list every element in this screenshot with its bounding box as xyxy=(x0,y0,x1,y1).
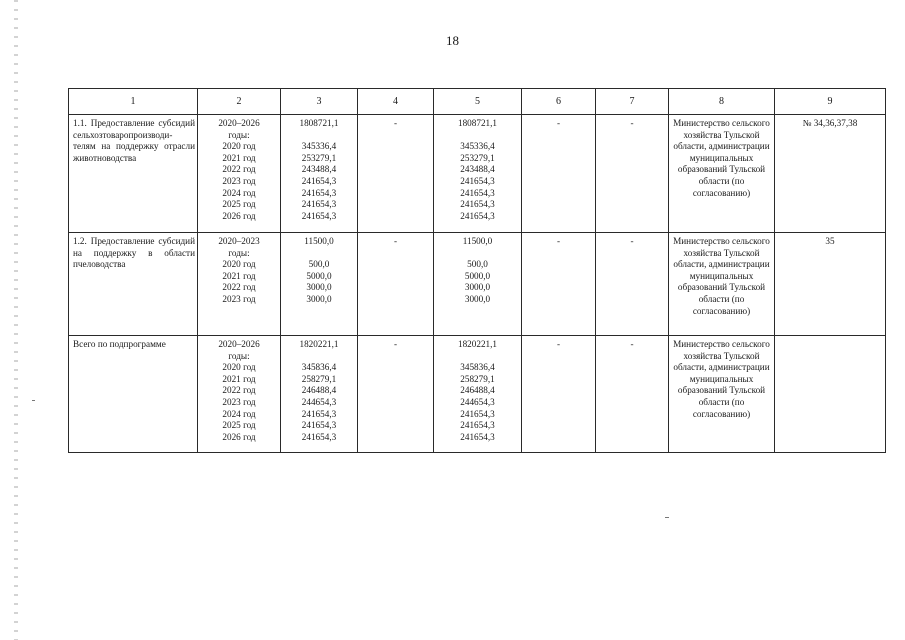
header-cell: 8 xyxy=(669,89,775,115)
header-row xyxy=(69,89,886,115)
executor-text: Министерство сельского хозяйства Тульской области, администрации муниципальных образований Тульской области (по согласованию) xyxy=(673,118,770,198)
measure-name-cell xyxy=(69,233,198,336)
col5-cell xyxy=(434,336,522,453)
table-row xyxy=(69,233,886,336)
col7-value: - xyxy=(630,118,634,128)
col5-cell xyxy=(434,233,522,336)
header-cell: 1 xyxy=(69,89,198,115)
scan-speck xyxy=(665,517,669,518)
col4-cell xyxy=(358,115,434,233)
measure-name-cell xyxy=(69,115,198,233)
executor-cell xyxy=(669,233,775,336)
col6-value: - xyxy=(556,118,561,128)
budget-table xyxy=(68,88,886,453)
measure-name: 1.1. Предоставление субсидий сельхозтоваропроизводи-телям на поддержку отрасли животноводства xyxy=(73,118,195,163)
col5-values: 11500,0 500,0 5000,0 3000,0 3000,0 xyxy=(462,236,493,304)
measure-name: Всего по подпрограмме xyxy=(73,339,166,349)
col4-cell xyxy=(358,336,434,453)
years-list: 2020–2023 годы: 2020 год 2021 год 2022 год 2023 год xyxy=(218,236,260,304)
measure-name-cell xyxy=(69,336,198,453)
years-list: 2020–2026 годы: 2020 год 2021 год 2022 год 2023 год 2024 год 2025 год 2026 год xyxy=(218,339,260,442)
col4-value: - xyxy=(393,118,398,128)
col7-value: - xyxy=(630,236,634,246)
col6-cell xyxy=(522,115,596,233)
header-cell: 6 xyxy=(522,89,596,115)
indicators-cell xyxy=(775,233,886,336)
header-cell: 3 xyxy=(281,89,358,115)
page-number: 18 xyxy=(446,33,459,48)
indicators-cell xyxy=(775,115,886,233)
header-cell: 7 xyxy=(596,89,669,115)
executor-cell xyxy=(669,115,775,233)
indicators-text xyxy=(777,336,883,339)
indicators-text: № 34,36,37,38 xyxy=(802,118,858,128)
total-cell xyxy=(281,115,358,233)
executor-text: Министерство сельского хозяйства Тульской области, администрации муниципальных образований Тульской области (по согласованию) xyxy=(673,339,770,419)
col7-value: - xyxy=(630,339,634,349)
col6-value: - xyxy=(556,236,561,246)
col5-values: 1808721,1 345336,4 253279,1 243488,4 241654,3 241654,3 241654,3 241654,3 xyxy=(457,118,498,221)
scan-speck xyxy=(32,400,35,401)
total-values: 1820221,1 345836,4 258279,1 246488,4 244654,3 241654,3 241654,3 241654,3 xyxy=(299,339,339,442)
table-row xyxy=(69,336,886,453)
col7-cell xyxy=(596,336,669,453)
indicators-text: 35 xyxy=(825,236,835,246)
header-cell: 5 xyxy=(434,89,522,115)
col5-values: 1820221,1 345836,4 258279,1 246488,4 244654,3 241654,3 241654,3 241654,3 xyxy=(457,339,498,442)
col7-cell xyxy=(596,233,669,336)
executor-text: Министерство сельского хозяйства Тульской области, администрации муниципальных образований Тульской области (по согласованию) xyxy=(673,236,770,316)
scan-margin-marks xyxy=(14,0,18,640)
measure-name: 1.2. Предоставление субсидий на поддержку в области пчеловодства xyxy=(73,236,195,270)
col5-cell xyxy=(434,115,522,233)
executor-cell xyxy=(669,336,775,453)
years-cell xyxy=(198,233,281,336)
total-cell xyxy=(281,336,358,453)
header-cell: 9 xyxy=(775,89,886,115)
col6-value: - xyxy=(556,339,561,349)
table-row xyxy=(69,115,886,233)
total-values: 11500,0 500,0 5000,0 3000,0 3000,0 xyxy=(304,236,334,304)
col4-cell xyxy=(358,233,434,336)
col6-cell xyxy=(522,336,596,453)
years-cell xyxy=(198,336,281,453)
col7-cell xyxy=(596,115,669,233)
total-cell xyxy=(281,233,358,336)
header-cell: 4 xyxy=(358,89,434,115)
header-cell: 2 xyxy=(198,89,281,115)
col4-value: - xyxy=(393,236,398,246)
years-list: 2020–2026 годы: 2020 год 2021 год 2022 год 2023 год 2024 год 2025 год 2026 год xyxy=(218,118,260,221)
years-cell xyxy=(198,115,281,233)
col6-cell xyxy=(522,233,596,336)
col4-value: - xyxy=(393,339,398,349)
indicators-cell xyxy=(775,336,886,453)
total-values: 1808721,1 345336,4 253279,1 243488,4 241654,3 241654,3 241654,3 241654,3 xyxy=(299,118,339,221)
